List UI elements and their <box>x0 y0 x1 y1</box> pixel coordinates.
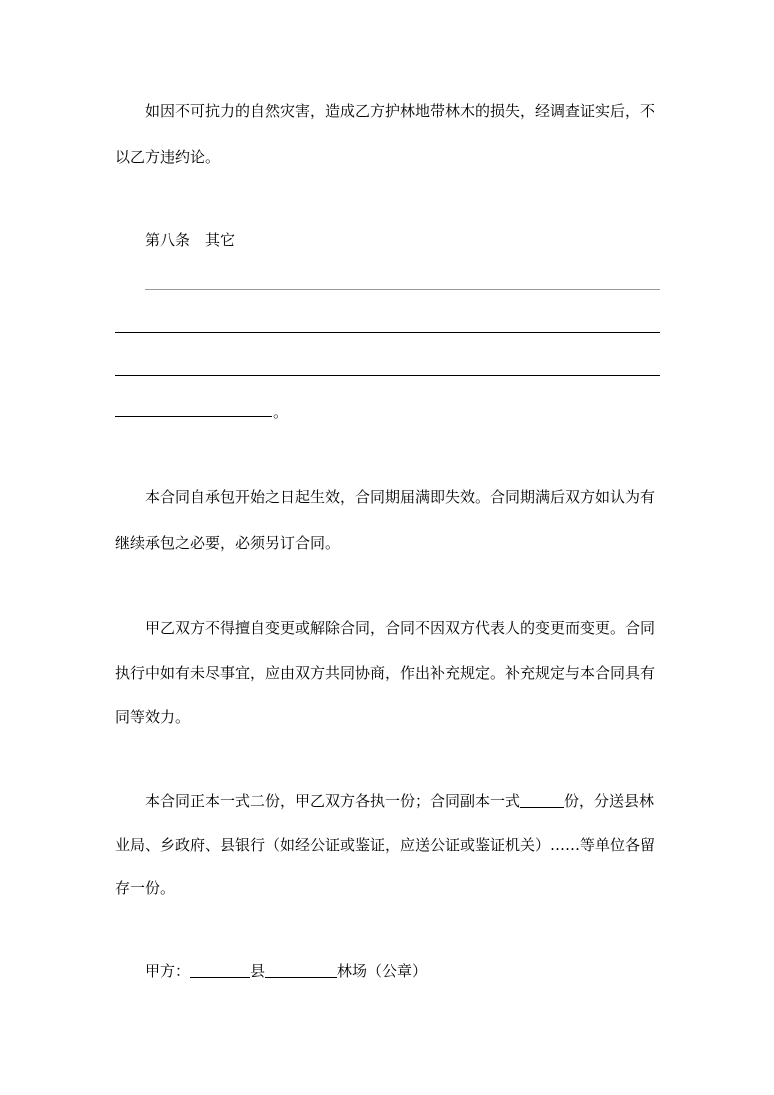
article-8-end-mark: 。 <box>273 403 289 421</box>
effective-line-1: 本合同自承包开始之日起生效，合同期届满即失效。合同期满后双方如认为有 <box>145 488 656 506</box>
party-a-label: 甲方： <box>145 962 191 980</box>
party-a-county-text: 县 <box>250 962 266 980</box>
party-a-farm-blank <box>265 961 337 978</box>
fill-in-line-2 <box>115 332 660 333</box>
article-8-title: 第八条 其它 <box>145 231 236 249</box>
copies-line-1-text-a: 本合同正本一式二份，甲乙双方各执一份；合同副本一式 <box>145 792 521 810</box>
party-a-county-blank <box>190 961 250 978</box>
modification-line-2: 执行中如有未尽事宜，应由双方共同协商，作出补充规定。补充规定与本合同具有 <box>115 664 656 682</box>
copies-line-2: 业局、乡政府、县银行（如经公证或鉴证，应送公证或鉴证机关）……等单位各留 <box>115 836 656 854</box>
party-a-farm-text: 林场（公章） <box>337 962 428 980</box>
force-majeure-line-1: 如因不可抗力的自然灾害，造成乙方护林地带林木的损失，经调查证实后，不 <box>145 102 656 120</box>
party-a-line <box>145 960 427 982</box>
copies-line-1 <box>145 790 654 812</box>
copies-count-blank <box>520 791 564 808</box>
modification-line-1: 甲乙双方不得擅自变更或解除合同，合同不因双方代表人的变更而变更。合同 <box>145 619 656 637</box>
fill-in-line-1 <box>145 289 660 290</box>
fill-in-line-4 <box>115 416 272 417</box>
force-majeure-line-2: 以乙方违约论。 <box>115 148 221 166</box>
modification-line-3: 同等效力。 <box>115 708 191 726</box>
copies-line-1-text-b: 份，分送县林 <box>564 792 655 810</box>
fill-in-line-3 <box>115 375 660 376</box>
copies-line-3: 存一份。 <box>115 879 176 897</box>
effective-line-2: 继续承包之必要，必须另订合同。 <box>115 534 341 552</box>
